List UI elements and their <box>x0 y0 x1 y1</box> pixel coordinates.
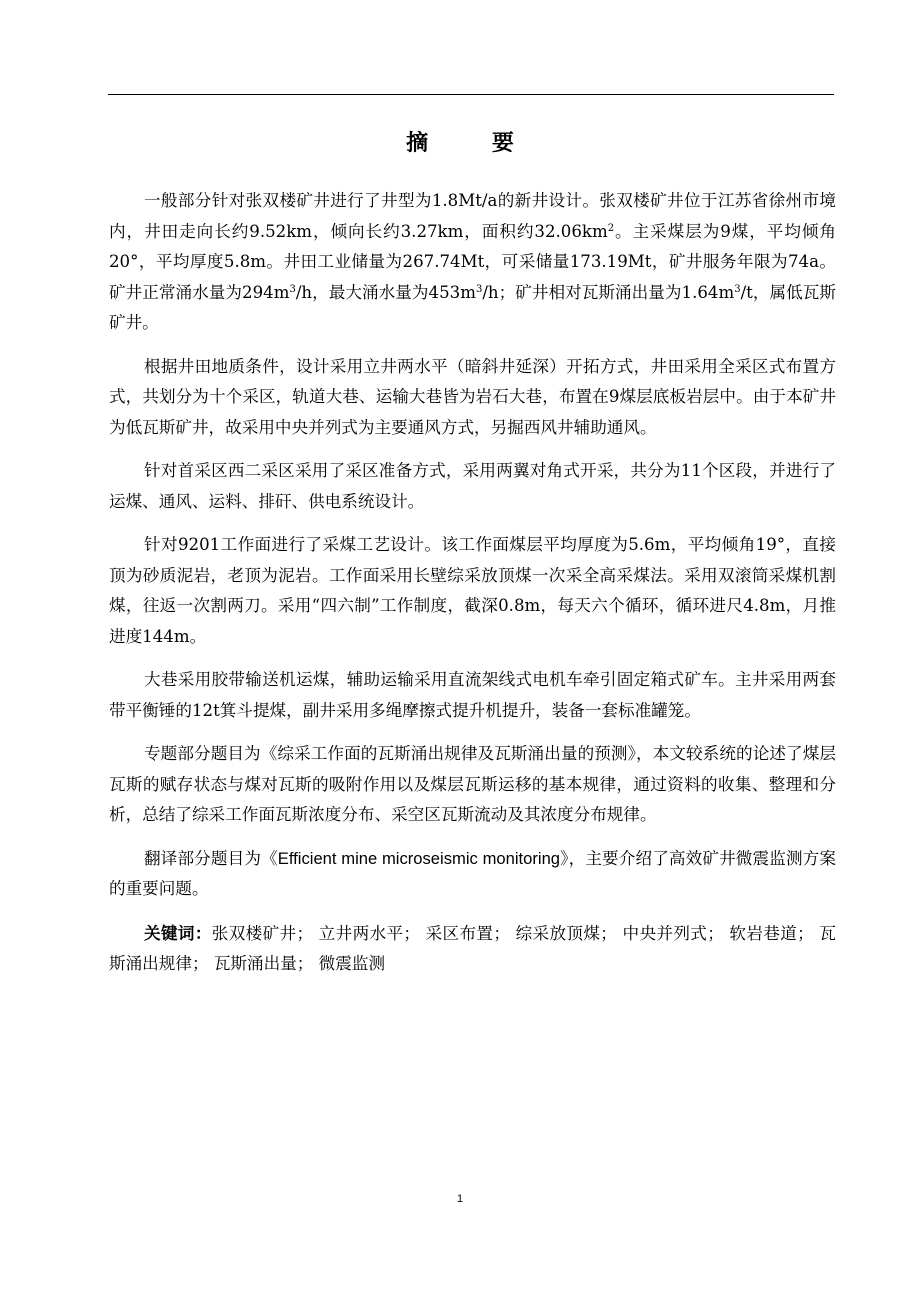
text-run: 。主采煤层为9煤，平均倾角20°，平均厚度5.8m。井田工业储量为267.74Mt，可采储量173.19Mt，矿井服务年限为74a。矿井正常涌水量为294m <box>109 221 836 302</box>
page-number: 1 <box>456 1193 464 1205</box>
paragraph-mining-process: 针对9201工作面进行了采煤工艺设计。该工作面煤层平均厚度为5.6m，平均倾角19°，直接顶为砂质泥岩，老顶为泥岩。工作面采用长壁综采放顶煤一次采全高采煤法。采用双滚筒采煤机割煤，往返一次割两刀。采用“四六制”工作制度，截深0.8m，每天六个循环，循环进尺4.8m，月推进度144m。 <box>109 535 836 646</box>
paragraph-translation <box>109 844 836 905</box>
superscript: 3 <box>289 283 296 295</box>
keywords-label: 关键词： <box>144 922 212 943</box>
paragraph-mine-overview <box>109 186 836 339</box>
paragraph-special-topic: 专题部分题目为《综采工作面的瓦斯涌出规律及瓦斯涌出量的预测》，本文较系统的论述了煤层瓦斯的赋存状态与煤对瓦斯的吸附作用以及煤层瓦斯运移的基本规律，通过资料的收集、整理和分析，总结了综采工作面瓦斯浓度分布、采空区瓦斯流动及其浓度分布规律。 <box>109 744 836 824</box>
text-run: 翻译部分题目为《 <box>144 848 278 868</box>
paragraph-development: 根据井田地质条件，设计采用立井两水平（暗斜井延深）开拓方式，井田采用全采区式布置方式，共划分为十个采区，轨道大巷、运输大巷皆为岩石大巷，布置在9煤层底板岩层中。由于本矿井为低瓦斯矿井，故采用中央并列式为主要通风方式，另掘西风井辅助通风。 <box>109 356 836 437</box>
keywords-text: 张双楼矿井； 立井两水平； 采区布置； 综采放顶煤； 中央并列式； 软岩巷道； 瓦斯涌出规律； 瓦斯涌出量； 微震监测 <box>109 923 836 973</box>
text-run: /h，最大涌水量为453m <box>295 282 476 302</box>
text-run: /t，属低瓦斯矿井。 <box>109 282 836 332</box>
paragraph-first-district: 针对首采区西二采区采用了采区准备方式，采用两翼对角式开采，共分为11个区段，并进行了运煤、通风、运料、排矸、供电系统设计。 <box>109 461 836 511</box>
header-rule <box>108 94 834 95</box>
superscript: 2 <box>607 222 615 234</box>
translation-title: Efficient mine microseismic monitoring <box>277 848 561 868</box>
superscript: 3 <box>734 283 741 295</box>
text-run: 》，主要介绍了高效矿井微震监测方案的重要问题。 <box>109 848 837 898</box>
text-run: /h；矿井相对瓦斯涌出量为1.64m <box>482 282 735 302</box>
keywords-paragraph <box>109 918 836 980</box>
superscript: 3 <box>475 283 483 295</box>
text-run: 一般部分针对张双楼矿井进行了井型为1.8Mt/a的新井设计。张双楼矿井位于江苏省徐州市境内，井田走向长约9.52km，倾向长约3.27km，面积约32.06km <box>109 191 836 241</box>
paragraph-transport: 大巷采用胶带输送机运煤，辅助运输采用直流架线式电机车牵引固定箱式矿车。主井采用两套带平衡锤的12t箕斗提煤，副井采用多绳摩擦式提升机提升，装备一套标准罐笼。 <box>109 670 836 720</box>
page-title: 摘 要 <box>406 130 542 156</box>
abstract-body <box>109 186 836 993</box>
